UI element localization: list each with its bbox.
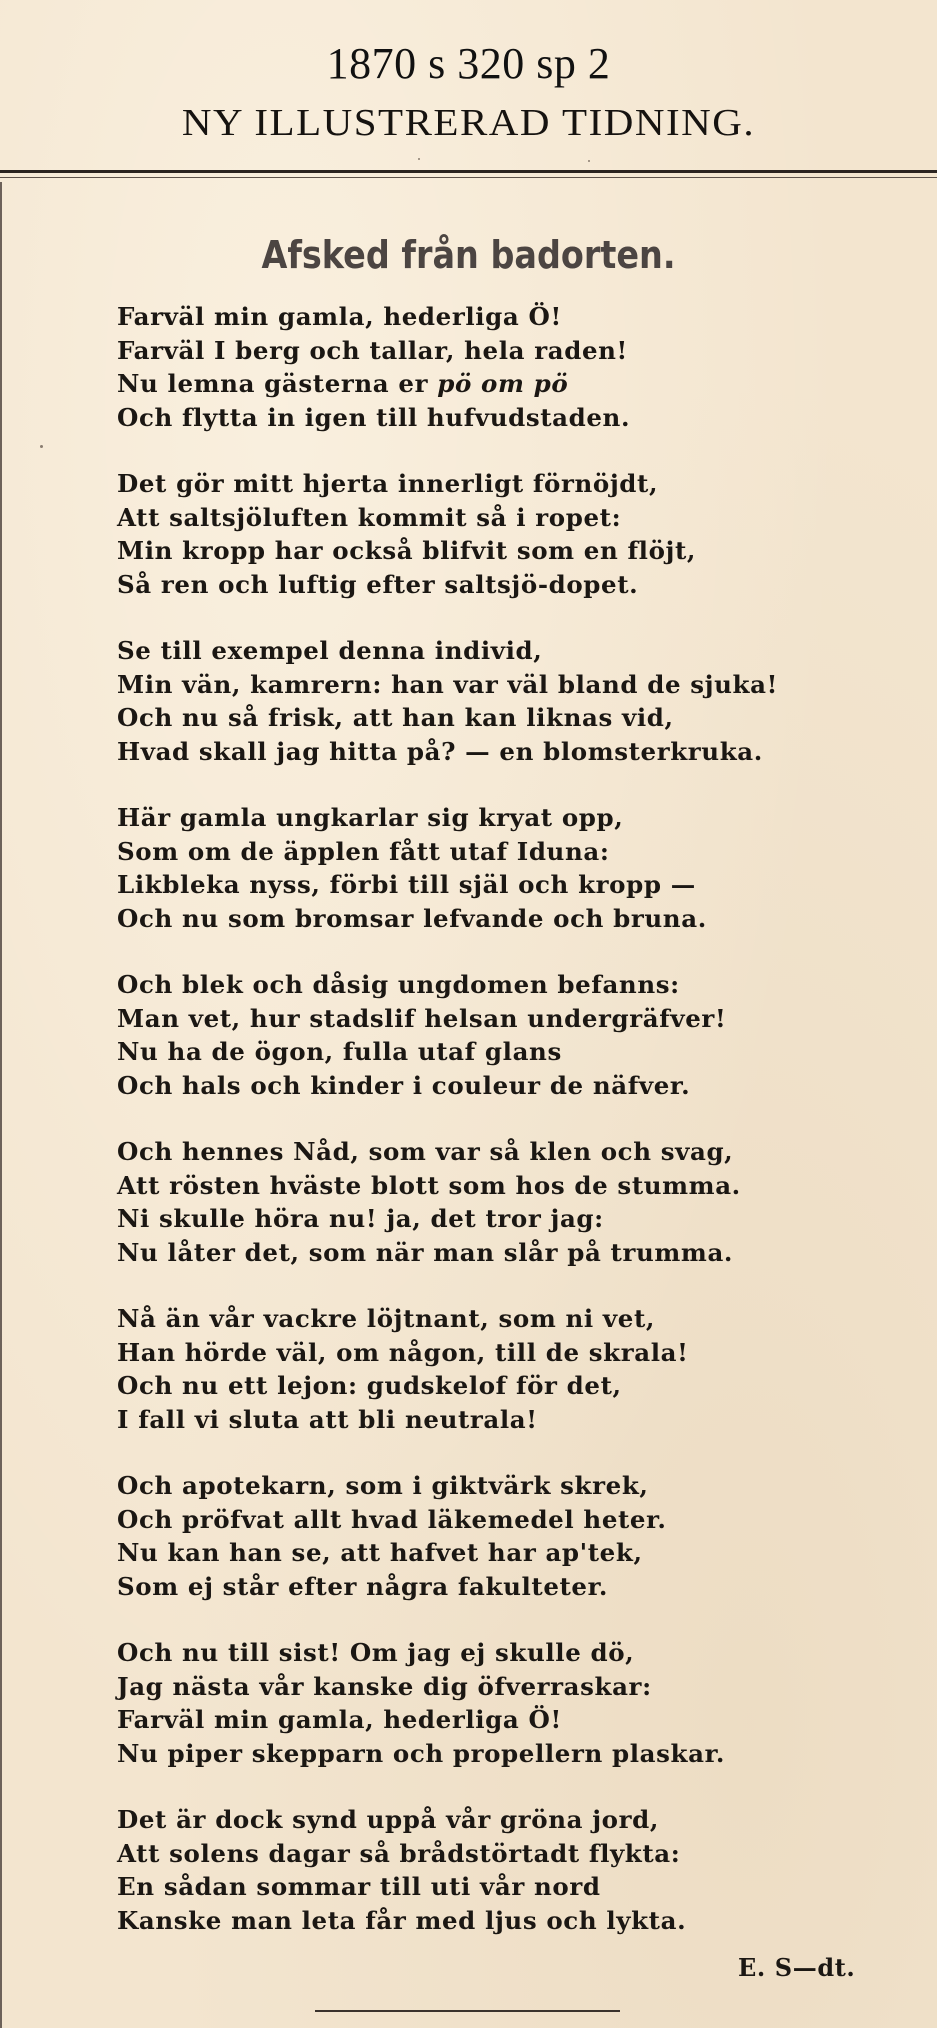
poem-line: Och nu ett lejon: gudskelof för det, [117, 1371, 622, 1400]
poem-line: Han hörde väl, om någon, till de skrala! [117, 1337, 689, 1367]
stanza [117, 1135, 897, 1269]
poem-title: Afsked från badorten. [261, 233, 676, 277]
paper-speck [588, 160, 590, 162]
poem-body [117, 300, 897, 1970]
poem-line: Som ej står efter några fakulteter. [117, 1571, 608, 1601]
poem-line: Så ren och luftig efter saltsjö-dopet. [117, 569, 639, 599]
citation-header: 1870 s 320 sp 2 [326, 39, 611, 88]
poem-line: Nå än vår vackre löjtnant, som ni vet, [117, 1304, 656, 1333]
poem-line: Nu kan han se, att hafvet har ap'tek, [117, 1538, 643, 1567]
poem-line: Och nu som bromsar lefvande och bruna. [117, 903, 707, 933]
poem-line: Och hennes Nåd, som var så klen och svag, [117, 1137, 734, 1166]
newspaper-masthead: NY ILLUSTRERAD TIDNING. [181, 100, 756, 144]
stanza [117, 1302, 897, 1436]
poem-line: Som om de äpplen fått utaf Iduna: [117, 836, 610, 866]
end-rule [315, 2010, 620, 2012]
poem-line: Det är dock synd uppå vår gröna jord, [117, 1805, 659, 1834]
masthead-rule [0, 170, 937, 173]
poem-line: Nu ha de ögon, fulla utaf glans [117, 1037, 562, 1066]
poem-line: Man vet, hur stadslif helsan undergräfver! [117, 1003, 727, 1033]
stanza [117, 1636, 897, 1770]
paper-speck [418, 158, 420, 160]
poem-line: Och apotekarn, som i giktvärk skrek, [117, 1471, 649, 1500]
stanza [117, 1469, 897, 1603]
poem-line: Kanske man leta får med ljus och lykta. [117, 1905, 687, 1935]
column-rule [0, 182, 2, 2028]
poem-line: Och nu till sist! Om jag ej skulle dö, [117, 1638, 635, 1667]
poem-line: Och blek och dåsig ungdomen befanns: [117, 970, 680, 999]
poem-line: Farväl min gamla, hederliga Ö! [117, 302, 562, 331]
poem-line: Och pröfvat allt hvad läkemedel heter. [117, 1504, 667, 1534]
poem-line: Att saltsjöluften kommit så i ropet: [117, 502, 622, 532]
stanza [117, 300, 897, 434]
poem-line: Min vän, kamrern: han var väl bland de sjuka! [117, 669, 778, 699]
masthead-rule-thin [0, 177, 937, 178]
poem-line: Att rösten hväste blott som hos de stumma. [117, 1170, 741, 1200]
stanza [117, 801, 897, 935]
poem-line: Det gör mitt hjerta innerligt förnöjdt, [117, 469, 659, 498]
poem-line: Och flytta in igen till hufvudstaden. [117, 402, 631, 432]
poem-line: Och hals och kinder i couleur de näfver. [117, 1070, 691, 1100]
poem-line: Ni skulle höra nu! ja, det tror jag: [117, 1204, 604, 1233]
poem-line: Nu lemna gästerna er pö om pö [117, 369, 569, 398]
poem-line: Min kropp har också blifvit som en flöjt, [117, 536, 697, 565]
poem-line: Farväl min gamla, hederliga Ö! [117, 1705, 562, 1734]
poem-signature: E. S—dt. [738, 1953, 856, 1982]
poem-line: Farväl I berg och tallar, hela raden! [117, 335, 628, 365]
italic-phrase: pö om pö [437, 369, 569, 398]
poem-line: Här gamla ungkarlar sig kryat opp, [117, 803, 624, 832]
poem-line: En sådan sommar till uti vår nord [117, 1872, 601, 1901]
poem-line: Likbleka nyss, förbi till själ och kropp — [117, 870, 696, 899]
poem-line: Nu piper skepparn och propellern plaskar. [117, 1738, 725, 1768]
poem-line: I fall vi sluta att bli neutrala! [117, 1404, 538, 1434]
poem-line: Nu låter det, som när man slår på trumma. [117, 1237, 734, 1267]
poem-line: Se till exempel denna individ, [117, 636, 543, 665]
stanza [117, 968, 897, 1102]
poem-line: Jag nästa vår kanske dig öfverraskar: [117, 1671, 652, 1701]
poem-line: Och nu så frisk, att han kan liknas vid, [117, 703, 674, 732]
stanza [117, 467, 897, 601]
stanza [117, 1803, 897, 1937]
stanza [117, 634, 897, 768]
poem-line: Att solens dagar så brådstörtadt flykta: [117, 1838, 681, 1868]
poem-line: Hvad skall jag hitta på? — en blomsterkruka. [117, 736, 763, 766]
paper-speck [40, 445, 43, 448]
